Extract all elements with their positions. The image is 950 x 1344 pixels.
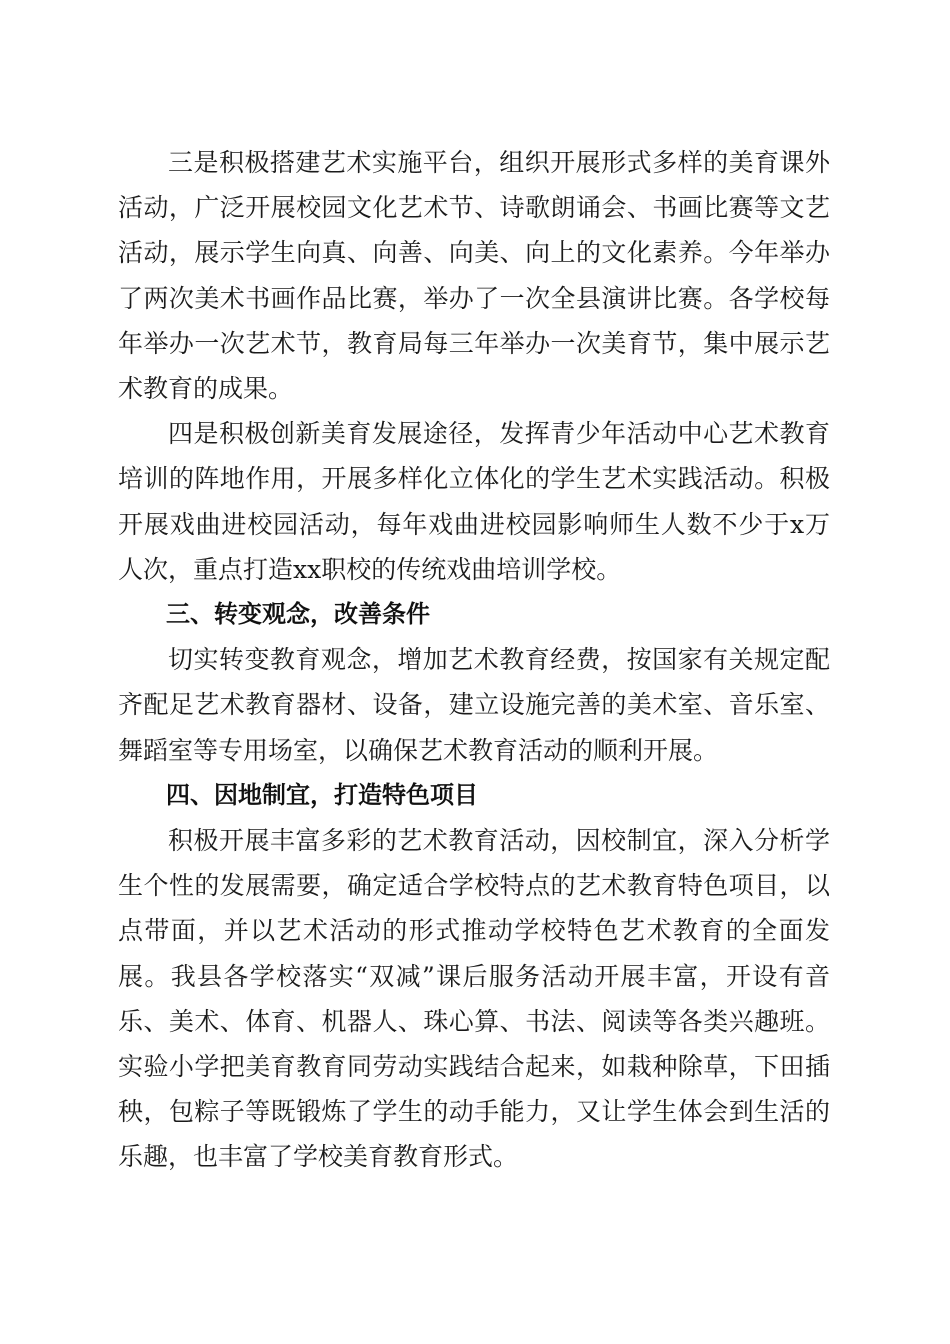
paragraph-art-activities: 积极开展丰富多彩的艺术教育活动，因校制宜，深入分析学生个性的发展需要，确定适合学校特点的艺术教育特色项目，以点带面，并以艺术活动的形式推动学校特色艺术教育的全面发展。我县各学校落实“双减”课后服务活动开展丰富，开设有音乐、美术、体育、机器人、珠心算、书法、阅读等各类兴趣班。实验小学把美育教育同劳动实践结合起来，如栽种除草，下田插秧，包粽子等既锻炼了学生的动手能力，又让学生体会到生活的乐趣，也丰富了学校美育教育形式。 [118, 826, 830, 1172]
paragraph-aesthetic-education-path: 四是积极创新美育发展途径，发挥青少年活动中心艺术教育培训的阵地作用，开展多样化立体化的学生艺术实践活动。积极开展戏曲进校园活动，每年戏曲进校园影响师生人数不少于x万人次，重点打造xx职校的传统戏曲培训学校。 [118, 419, 830, 584]
document-body [118, 140, 830, 1180]
paragraph-education-funding: 切实转变教育观念，增加艺术教育经费，按国家有关规定配齐配足艺术教育器材、设备，建立设施完善的美术室、音乐室、舞蹈室等专用场室，以确保艺术教育活动的顺利开展。 [118, 645, 830, 765]
paragraph-art-platform: 三是积极搭建艺术实施平台，组织开展形式多样的美育课外活动，广泛开展校园文化艺术节、诗歌朗诵会、书画比赛等文艺活动，展示学生向真、向善、向美、向上的文化素养。今年举办了两次美术书画作品比赛，举办了一次全县演讲比赛。各学校每年举办一次艺术节，教育局每三年举办一次美育节，集中展示艺术教育的成果。 [118, 148, 830, 404]
section-heading-featured-projects: 四、因地制宜，打造特色项目 [166, 780, 478, 809]
section-heading-change-concepts: 三、转变观念，改善条件 [166, 600, 430, 629]
